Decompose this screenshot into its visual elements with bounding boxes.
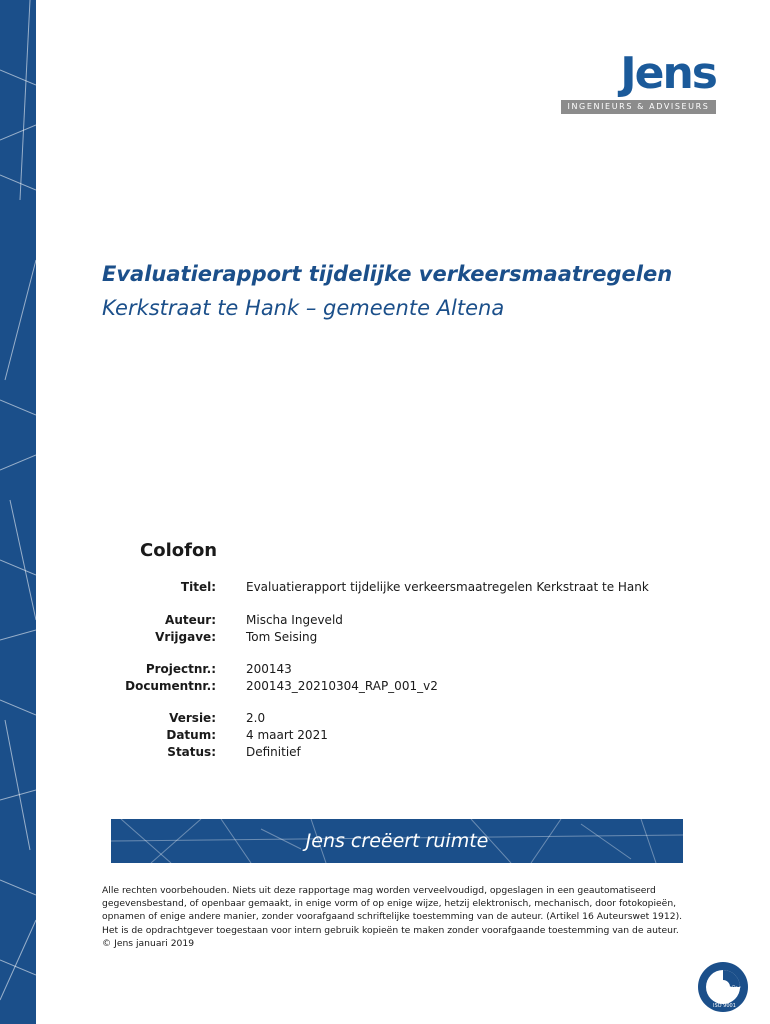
legal-line: © Jens januari 2019 bbox=[102, 937, 195, 949]
field-label: Auteur: bbox=[165, 613, 216, 627]
jens-logo bbox=[561, 48, 716, 114]
field-value: 4 maart 2021 bbox=[246, 728, 328, 742]
document-title: Evaluatierapport tijdelijke verkeersmaatregelen bbox=[102, 262, 673, 286]
field-value: 2.0 bbox=[246, 711, 266, 725]
colofon-row-vrijgave bbox=[100, 629, 700, 646]
field-label: Projectnr.: bbox=[145, 662, 216, 676]
logo-tagline: INGENIEURS & ADVISEURS bbox=[561, 100, 716, 114]
colofon-row-datum bbox=[100, 727, 700, 744]
field-label: Documentnr.: bbox=[125, 679, 216, 693]
seal-text: TÜV bbox=[727, 986, 741, 993]
seal-subtext: ISO 9001 bbox=[713, 1003, 736, 1009]
field-value: Mischa Ingeveld bbox=[246, 613, 343, 627]
colofon-row-status bbox=[100, 744, 700, 761]
sidebar-map-pattern bbox=[0, 0, 36, 1024]
field-value: 200143_20210304_RAP_001_v2 bbox=[246, 679, 438, 693]
slogan-banner bbox=[111, 819, 683, 863]
colofon-row-titel bbox=[100, 579, 700, 596]
logo-wordmark: Jens bbox=[620, 48, 716, 99]
colofon-row-documentnr bbox=[100, 678, 700, 695]
legal-line: Alle rechten voorbehouden. Niets uit deze rapportage mag worden verveelvoudigd, opgeslagen in een geautomatiseerd bbox=[102, 885, 656, 896]
field-value: 200143 bbox=[246, 662, 292, 676]
field-value: Evaluatierapport tijdelijke verkeersmaatregelen Kerkstraat te Hank bbox=[246, 580, 649, 594]
field-label: Datum: bbox=[166, 728, 216, 742]
field-label: Status: bbox=[167, 745, 216, 759]
colofon-heading: Colofon bbox=[140, 540, 218, 561]
field-label: Versie: bbox=[169, 711, 216, 725]
field-value: Definitief bbox=[246, 745, 301, 759]
field-label: Vrijgave: bbox=[155, 630, 216, 644]
document-subtitle: Kerkstraat te Hank – gemeente Altena bbox=[102, 296, 505, 320]
copyright-notice bbox=[102, 884, 702, 950]
field-value: Tom Seising bbox=[246, 630, 318, 644]
colofon-row-versie bbox=[100, 710, 700, 727]
legal-line: Het is de opdrachtgever toegestaan voor intern gebruik kopieën te maken zonder voorafgaande toestemming van de auteur. bbox=[102, 924, 679, 936]
legal-line: gegevensbestand, of openbaar gemaakt, in enige vorm of op enige wijze, hetzij elektronisch, mechanisch, door fotokopieën, bbox=[102, 898, 677, 910]
colofon-row-auteur bbox=[100, 612, 700, 629]
tuv-iso-9001-seal-icon bbox=[697, 961, 749, 1013]
legal-line: opnamen of enige andere manier, zonder voorafgaand schriftelijke toestemming van de auteur. (Artikel 16 Auteurswet 1912). bbox=[102, 911, 683, 923]
decorative-sidebar bbox=[0, 0, 36, 1024]
colofon-row-projectnr bbox=[100, 661, 700, 678]
field-label: Titel: bbox=[180, 580, 216, 594]
banner-slogan: Jens creëert ruimte bbox=[305, 830, 489, 852]
